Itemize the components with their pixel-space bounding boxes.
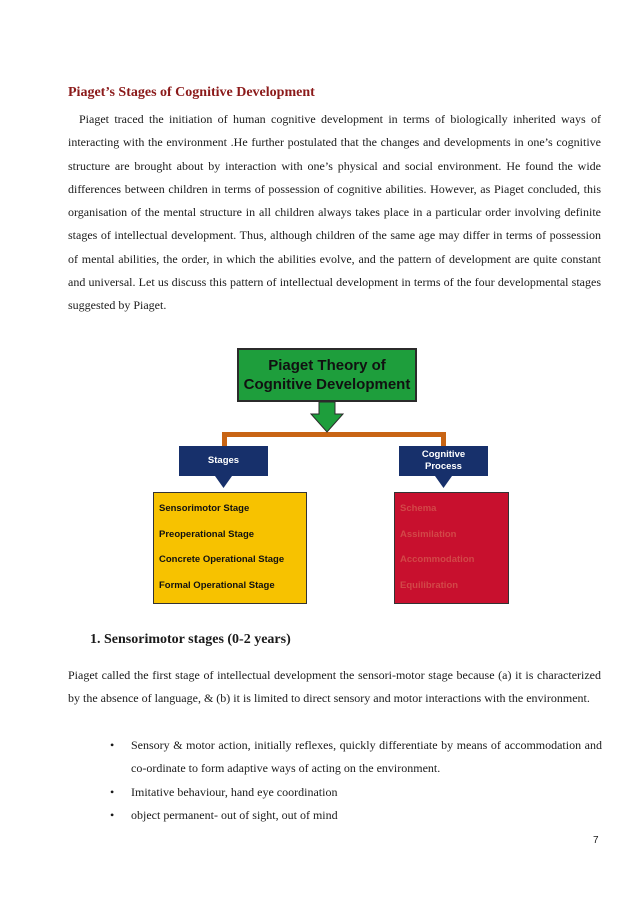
process-item: Accommodation bbox=[400, 554, 475, 565]
bullet-item: • Sensory & motor action, initially reflexes, quickly differentiate by means of accommodation and co-ordinate to form adaptive ways of acting on the environment. bbox=[110, 734, 602, 781]
section-heading: Piaget’s Stages of Cognitive Development bbox=[68, 85, 315, 100]
diagram-title-line1: Piaget Theory of bbox=[268, 357, 386, 374]
connector-left-drop bbox=[222, 432, 227, 446]
intro-paragraph: Piaget traced the initiation of human cognitive development in terms of biologically inherited ways of interacting with the environment .He further postulated that the changes and developments in one’s cognitive structure are brought about by interaction with one’s physical and social environment. He found the wide differences between children in terms of possession of cognitive abilities. However, as Piaget concluded, this organisation of the mental structure in all children always takes place in a particular order involving definite stages of intellectual development. Thus, although children of the same age may differ in terms of possession of mental abilities, the order, in which the abilities evolve, and the pattern of development are quite constant and universal. Let us discuss this pattern of intellectual development in terms of the four developmental stages suggested by Piaget. bbox=[68, 112, 601, 313]
diagram-title-box bbox=[237, 348, 417, 402]
down-arrow-icon bbox=[310, 402, 344, 434]
bullet-icon: • bbox=[110, 784, 115, 799]
stage-item: Concrete Operational Stage bbox=[159, 554, 285, 565]
stages-pointer-icon bbox=[215, 476, 232, 488]
bullet-item: • Imitative behaviour, hand eye coordination bbox=[110, 781, 602, 804]
process-header-line2: Process bbox=[425, 461, 462, 472]
section1-bullet-list bbox=[110, 734, 602, 827]
piaget-diagram bbox=[150, 348, 512, 610]
process-header-line1: Cognitive bbox=[421, 449, 466, 460]
connector-right-drop bbox=[441, 432, 446, 446]
process-item: Equilibration bbox=[400, 579, 459, 591]
cognitive-process-header bbox=[399, 446, 488, 476]
section1-paragraph: Piaget called the first stage of intellectual development the sensori-motor stage because (a) it is characterized by the absence of language, & (b) it is limited to direct sensory and motor interactions with the environment. bbox=[68, 668, 601, 706]
bullet-icon: • bbox=[110, 807, 115, 822]
stage-item: Preoperational Stage bbox=[159, 528, 255, 540]
stage-item: Sensorimotor Stage bbox=[159, 503, 250, 514]
bullet-icon: • bbox=[110, 738, 115, 752]
stages-list bbox=[153, 492, 307, 604]
stages-header: Stages bbox=[179, 446, 268, 476]
stage-item: Formal Operational Stage bbox=[159, 579, 275, 591]
process-pointer-icon bbox=[435, 476, 452, 488]
section1-title: 1. Sensorimotor stages (0-2 years) bbox=[90, 632, 291, 647]
bullet-item: • object permanent- out of sight, out of mind bbox=[110, 804, 602, 827]
page-number: 7 bbox=[593, 835, 599, 846]
process-list bbox=[394, 492, 509, 604]
diagram-title-line2: Cognitive Development bbox=[243, 376, 411, 393]
process-item: Schema bbox=[400, 503, 437, 514]
process-item: Assimilation bbox=[400, 528, 457, 540]
